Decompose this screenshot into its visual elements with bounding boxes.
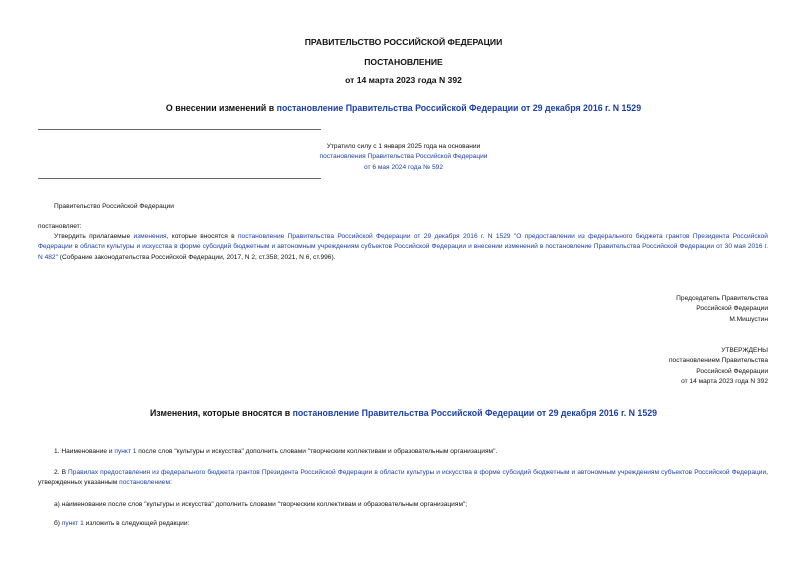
divider-bottom (38, 178, 321, 179)
signature-name: М.Мишустин (729, 315, 768, 323)
government-heading: ПРАВИТЕЛЬСТВО РОССИЙСКОЙ ФЕДЕРАЦИИ (304, 37, 503, 47)
expired-note-date-link[interactable]: от 6 мая 2024 года № 592 (363, 163, 443, 171)
approved-line-3: Российской Федерации (696, 367, 768, 375)
approved-line-1: УТВЕРЖДЕНЫ (721, 347, 768, 354)
item-b (54, 519, 768, 529)
expired-note (0, 142, 807, 173)
title-resolution-link[interactable]: постановление Правительства Российской Федерации от 29 декабря 2016 г. N 1529 (276, 103, 642, 113)
item2-text-3: : (170, 479, 172, 487)
changes-title (0, 408, 807, 418)
expired-note-resolution-link[interactable]: постановления Правительства Российской Федерации (319, 153, 488, 161)
signature-position-2: Российской Федерации (696, 305, 768, 313)
itemb-text-2: изложить в следующей редакции: (83, 520, 190, 527)
item1-text-2: после слов "культуры и искусства" дополнить словами "творческим коллективам и образовательным организациям". (136, 448, 498, 455)
approved-line-4: от 14 марта 2023 года N 392 (681, 378, 768, 386)
document-date-number: от 14 марта 2023 года N 392 (345, 75, 462, 85)
approve-paragraph (38, 232, 768, 263)
changes-link[interactable]: изменения (133, 233, 167, 240)
item2-rules-link[interactable]: Правилах предоставления из федерального бюджета грантов Президента Российской Федерации в области культуры и искусства в форме субсидий бюджетным и автономным учреждениям субъектов Российской Федерации (68, 469, 767, 476)
approve-text-3: (Собрание законодательства Российской Федерации, 2017, N 2, ст.358; 2021, N 6, ст.996). (57, 253, 336, 261)
item1-text-1: 1. Наименование и (54, 448, 115, 455)
signature-position-1: Председатель Правительства (676, 295, 768, 302)
item-2 (38, 468, 768, 489)
item1-point1-link[interactable]: пункт 1 (114, 448, 137, 455)
preamble-government: Правительство Российской Федерации (54, 203, 174, 210)
document-title (0, 103, 807, 113)
item2-resolution-link[interactable]: постановлением (119, 479, 171, 487)
itemb-text-1: б) (54, 520, 62, 527)
item-a: а) наименование после слов "культуры и искусства" дополнить словами "творческим коллективам и образовательным организациям"; (54, 501, 468, 508)
itemb-point1-link[interactable]: пункт 1 (61, 520, 84, 527)
approved-block (468, 346, 768, 388)
changes-title-resolution-link[interactable]: постановление Правительства Российской Федерации от 29 декабря 2016 г. N 1529 (292, 408, 658, 418)
approve-text-2: , которые вносятся в (166, 233, 238, 240)
changes-title-prefix: Изменения, которые вносятся в (149, 408, 293, 418)
item2-text-2: , утвержденных указанным (38, 469, 769, 487)
approve-text-1: Утвердить прилагаемые (54, 233, 134, 240)
preamble-decides: постановляет: (38, 223, 82, 230)
signature-block (468, 294, 768, 325)
title-prefix: О внесении изменений в (165, 103, 277, 113)
document-type: ПОСТАНОВЛЕНИЕ (364, 57, 443, 67)
approved-line-2: постановлением Правительства (668, 357, 768, 365)
resolution-1529-link[interactable]: постановление Правительства Российской Федерации от 29 декабря 2016 г. N 1529 "О предоставлении из федерального бюджета грантов Президента Российской Федерации в области культуры и искусства в форме субсидий бюджетным и автономным учреждениям субъектов Российской Федерации и внесении изменений в постановление Правительства Российской Федерации от 30 мая 2016 г. N 482" (38, 233, 768, 261)
item-1 (54, 447, 768, 457)
expired-note-line1: Утратило силу с 1 января 2025 года на основании (326, 143, 481, 150)
item2-text-1: 2. В (54, 469, 69, 476)
divider-top (38, 129, 321, 130)
